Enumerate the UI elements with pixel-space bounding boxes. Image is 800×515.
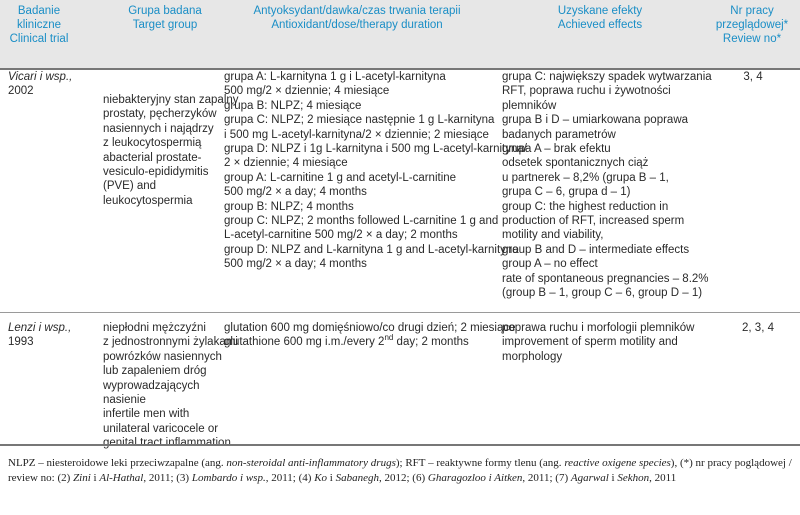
footnote-line xyxy=(8,456,793,471)
header-text: Target group xyxy=(132,19,198,31)
cell-line xyxy=(224,335,516,349)
header-text: przeglądowej* xyxy=(715,19,789,31)
cell-line: lub zapaleniem dróg xyxy=(103,365,207,378)
footnote-text: , 2012; (6) xyxy=(378,472,428,484)
cell-text: glutathione 600 mg i.m./every 2 xyxy=(224,336,385,349)
row2-antioxidant xyxy=(224,321,516,350)
footnote-text: ), (*) nr pracy poglądowej / xyxy=(670,457,792,469)
row2-effects xyxy=(502,321,694,364)
table-footnote xyxy=(8,456,793,486)
cell-line: group D: NLPZ and L-karnityna 1 g and L-acetyl-karnityna xyxy=(224,243,519,256)
footnote-line xyxy=(8,471,793,486)
footnote-text: Al-Hathal xyxy=(99,472,144,484)
cell-line: L-acetyl-carnitine 500 mg/2 × a day; 2 months xyxy=(224,229,458,242)
footnote-text: NLPZ – niesteroidowe leki przeciwzapalne (ang. xyxy=(8,457,227,469)
footnote-text: , 2011; (3) xyxy=(143,472,192,484)
cell-line: motility and viability, xyxy=(502,229,604,242)
cell-line: group A – no effect xyxy=(502,258,598,271)
cell-line: i 500 mg L-acetyl-karnityna/2 × dziennie; 2 miesiące xyxy=(224,128,489,141)
row1-trial xyxy=(8,70,72,99)
cell-line: rate of spontaneous pregnancies – 8.2% xyxy=(502,272,709,285)
cell-line: infertile men with xyxy=(103,408,190,421)
header-antioxidant xyxy=(222,4,492,32)
header-review-no xyxy=(708,4,796,46)
cell-line: nasienie xyxy=(103,394,146,407)
header-target-group xyxy=(100,4,230,32)
cell-line: nasiennych i najądrzy xyxy=(103,122,214,135)
cell-line: 500 mg/2 × a day; 4 months xyxy=(224,186,367,199)
footnote-text: Agarwal xyxy=(570,472,609,484)
header-text: Antyoksydant/dawka/czas trwania terapii xyxy=(253,5,461,17)
cell-line: abacterial prostate- xyxy=(103,151,202,164)
cell-line: (PVE) and xyxy=(103,180,157,193)
cell-line: grupa B: NLPZ; 4 miesiące xyxy=(224,99,362,112)
cell-line: grupa B i D – umiarkowana poprawa xyxy=(502,114,689,127)
row2-trial xyxy=(8,321,71,350)
trial-year: 2002 xyxy=(8,85,34,98)
header-text: Nr pracy xyxy=(730,5,774,17)
review-numbers: 3, 4 xyxy=(743,71,763,83)
cell-line: group B and D – intermediate effects xyxy=(502,243,690,256)
row1-target-group xyxy=(103,93,239,208)
footnote-text: Sabanegh xyxy=(335,472,379,484)
row1-review-no xyxy=(728,70,778,84)
cell-line: plemników xyxy=(502,99,557,112)
cell-line: z leukocytospermią xyxy=(103,137,202,150)
row2-target-group xyxy=(103,321,238,451)
header-text: Antioxidant/dose/therapy duration xyxy=(271,19,443,31)
row2-review-no xyxy=(728,321,788,335)
header-text: Achieved effects xyxy=(557,19,643,31)
header-clinical-trial xyxy=(4,4,74,46)
cell-line: group C: NLPZ; 2 months followed L-carnitine 1 g and xyxy=(224,215,499,228)
cell-line: 2 × dziennie; 4 miesiące xyxy=(224,157,348,170)
header-text: Uzyskane efekty xyxy=(557,5,643,17)
cell-text: day; 2 months xyxy=(393,336,469,349)
table-bottom-rule xyxy=(0,444,800,446)
cell-line: grupa A – brak efektu xyxy=(502,143,611,156)
cell-line: leukocytospermia xyxy=(103,194,193,207)
cell-line: grupa A: L-karnityna 1 g i L-acetyl-karnityna xyxy=(224,71,446,83)
cell-line: grupa C: największy spadek wytwarzania xyxy=(502,71,712,83)
cell-line: unilateral varicocele or xyxy=(103,422,219,435)
footnote-text: Zini xyxy=(73,472,91,484)
cell-line: grupa C – 6, grupa d – 1) xyxy=(502,186,631,199)
cell-line: 500 mg/2 × a day; 4 months xyxy=(224,258,367,271)
row1-antioxidant xyxy=(224,70,527,272)
cell-line: vesiculo-epididymitis xyxy=(103,166,209,179)
footnote-text: Gharagozloo i Aitken xyxy=(427,472,523,484)
footnote-text: i xyxy=(608,472,618,484)
cell-line: grupa D: NLPZ i 1g L-karnityna i 500 mg L-acetyl-karnityna/ xyxy=(224,143,527,156)
cell-line: group C: the highest reduction in xyxy=(502,200,669,213)
footnote-text: Sekhon xyxy=(617,472,650,484)
cell-line: glutation 600 mg domięśniowo/co drugi dzień; 2 miesiące xyxy=(224,322,516,334)
cell-line: powrózków nasiennych xyxy=(103,350,222,363)
cell-line: RFT, poprawa ruchu i żywotności xyxy=(502,85,671,98)
cell-line: niebakteryjny stan zapalny xyxy=(103,94,239,106)
cell-line: 500 mg/2 × dziennie; 4 miesiące xyxy=(224,85,390,98)
footnote-text: Lombardo i wsp. xyxy=(191,472,266,484)
cell-line: odsetek spontanicznych ciąż xyxy=(502,157,649,170)
row1-effects xyxy=(502,70,712,301)
footnote-text: , 2011; (7) xyxy=(522,472,571,484)
header-text: Badanie xyxy=(17,5,61,17)
row-divider xyxy=(0,312,800,313)
footnote-text: i xyxy=(90,472,100,484)
footnote-text: , 2011; (4) xyxy=(265,472,315,484)
footnote-text: review no: (2) xyxy=(8,472,74,484)
superscript: nd xyxy=(384,333,394,343)
review-numbers: 2, 3, 4 xyxy=(742,322,774,334)
trial-author: Lenzi i wsp., xyxy=(8,322,72,334)
header-text: kliniczne xyxy=(16,19,62,31)
footnote-text: i xyxy=(327,472,336,484)
cell-line: grupa C: NLPZ; 2 miesiące następnie 1 g L-karnityna xyxy=(224,114,495,127)
header-text: Clinical trial xyxy=(9,33,69,45)
cell-line: niepłodni mężczyźni xyxy=(103,322,206,334)
cell-line: z jednostronnymi żylakami xyxy=(103,336,238,349)
cell-line: improvement of sperm motility and xyxy=(502,336,678,349)
cell-line: group A: L-carnitine 1 g and acetyl-L-carnitine xyxy=(224,171,457,184)
cell-line: production of RFT, increased sperm xyxy=(502,215,685,228)
cell-line: poprawa ruchu i morfologii plemników xyxy=(502,322,695,334)
cell-line: prostaty, pęcherzyków xyxy=(103,108,217,121)
cell-line: u partnerek – 8,2% (grupa B – 1, xyxy=(502,171,669,184)
trial-author: Vicari i wsp., xyxy=(8,71,73,83)
header-achieved-effects xyxy=(500,4,700,32)
header-text: Grupa badana xyxy=(128,5,202,17)
footnote-text: Ko xyxy=(314,472,328,484)
footnote-text: ); RFT – reaktywne formy tlenu (ang. xyxy=(395,457,565,469)
cell-line: group B: NLPZ; 4 months xyxy=(224,200,354,213)
cell-line: badanych parametrów xyxy=(502,128,616,141)
trial-year: 1993 xyxy=(8,336,34,349)
cell-line: (group B – 1, group C – 6, group D – 1) xyxy=(502,287,703,300)
cell-line: morphology xyxy=(502,350,563,363)
cell-line: wyprowadzających xyxy=(103,379,200,392)
header-text: Review no* xyxy=(722,33,782,45)
footnote-text: , 2011 xyxy=(649,472,677,484)
footnote-text: non-steroidal anti-inflammatory drugs xyxy=(226,457,396,469)
footnote-text: reactive oxigene species xyxy=(564,457,671,469)
